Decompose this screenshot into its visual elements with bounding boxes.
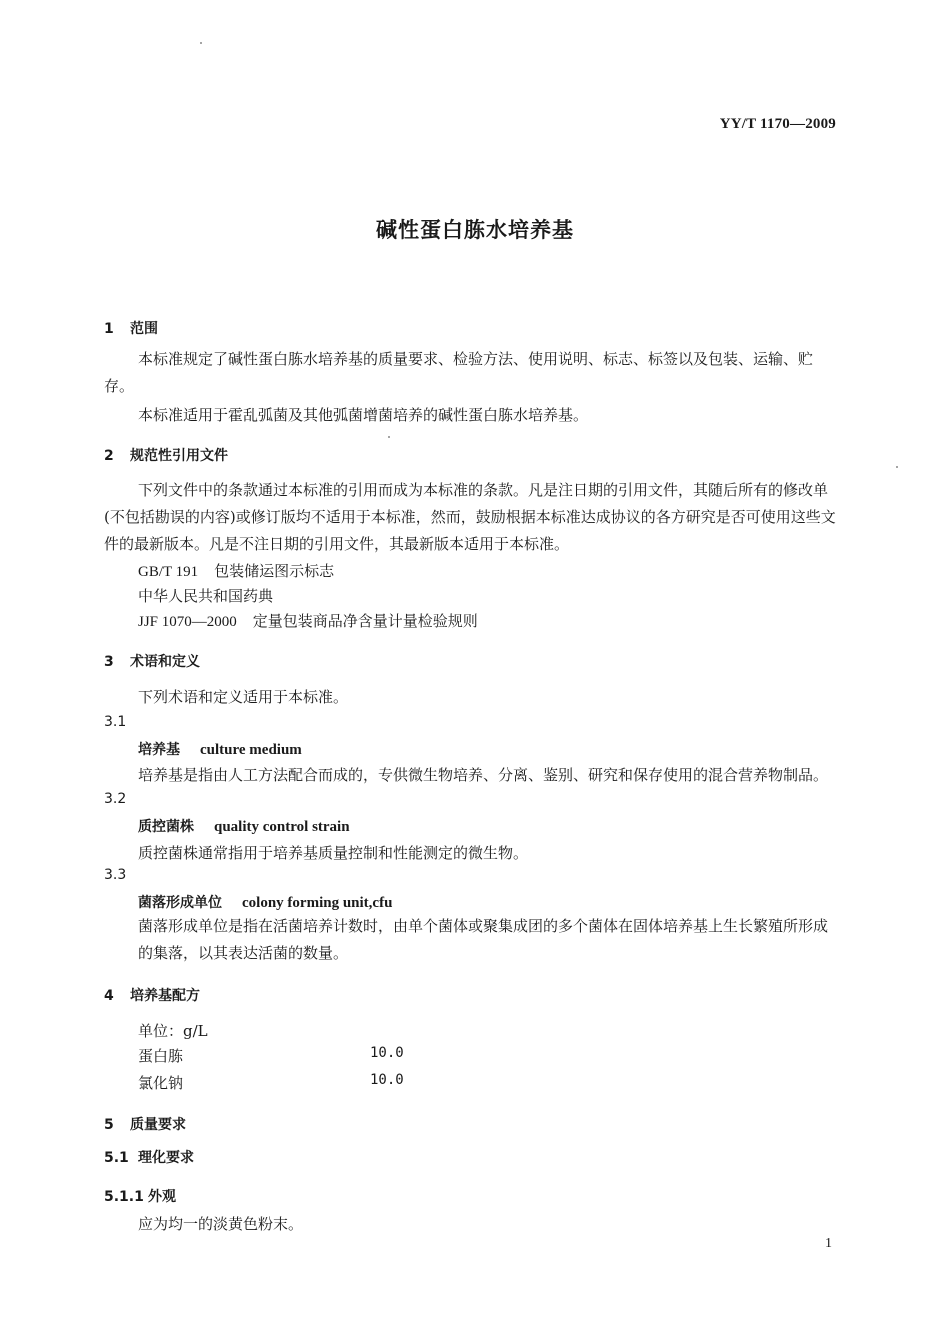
reference-item xyxy=(138,585,273,606)
formula-row xyxy=(138,1045,438,1066)
section-title: 外观 xyxy=(148,1189,176,1205)
reference-name: 定量包装商品净含量计量检验规则 xyxy=(252,612,478,630)
section-title: 理化要求 xyxy=(138,1150,194,1166)
term-chinese: 菌落形成单位 xyxy=(138,895,222,911)
standard-number: YY/T 1170—2009 xyxy=(719,116,836,132)
term-english: quality control strain xyxy=(214,819,350,835)
term-english: colony forming unit,cfu xyxy=(242,895,393,911)
section-number: 5.1 xyxy=(104,1150,129,1166)
term-heading xyxy=(138,816,350,836)
term-chinese: 培养基 xyxy=(138,742,180,758)
section-number: 2 xyxy=(104,448,114,464)
term-number: 3.1 xyxy=(104,714,127,730)
scan-speck xyxy=(896,466,898,468)
section-number: 1 xyxy=(104,321,114,337)
section-2-heading xyxy=(104,445,228,465)
section-2-paragraph-1: 下列文件中的条款通过本标准的引用而成为本标准的条款。凡是注日期的引用文件，其随后所有的修改单(不包括勘误的内容)或修订版均不适用于本标准，然而，鼓励根据本标准达成协议的各方研究是否可使用这些文件的最新版本。凡是不注日期的引用文件，其最新版本适用于本标准。 xyxy=(104,481,836,553)
section-5-heading xyxy=(104,1114,186,1134)
term-heading xyxy=(138,739,302,759)
section-title: 质量要求 xyxy=(130,1117,186,1133)
term-definition: 培养基是指由人工方法配合而成的，专供微生物培养、分离、鉴别、研究和保存使用的混合营养物制品。 xyxy=(138,766,829,784)
reference-item xyxy=(138,560,334,581)
section-number: 4 xyxy=(104,988,114,1004)
section-3-intro: 下列术语和定义适用于本标准。 xyxy=(138,688,349,706)
term-definition: 菌落形成单位是指在活菌培养计数时，由单个菌体或聚集成团的多个菌体在固体培养基上生长繁殖所形成的集落，以其表达活菌的数量。 xyxy=(138,917,829,962)
term-heading xyxy=(138,892,392,912)
section-title: 术语和定义 xyxy=(130,654,200,670)
ingredient-name: 蛋白胨 xyxy=(138,1047,184,1065)
reference-name: 中华人民共和国药典 xyxy=(138,587,274,605)
term-chinese: 质控菌株 xyxy=(138,819,194,835)
section-3-heading xyxy=(104,651,200,671)
scan-speck xyxy=(200,42,202,44)
appearance-requirement: 应为均一的淡黄色粉末。 xyxy=(138,1215,304,1233)
document-title: 碱性蛋白胨水培养基 xyxy=(376,218,574,242)
section-1-paragraph-1: 本标准规定了碱性蛋白胨水培养基的质量要求、检验方法、使用说明、标志、标签以及包装、运输、贮存。 xyxy=(104,350,814,395)
reference-code: GB/T 191 xyxy=(138,564,199,580)
section-number: 3 xyxy=(104,654,114,670)
page-number: 1 xyxy=(825,1236,832,1251)
term-english: culture medium xyxy=(200,742,302,758)
reference-name: 包装储运图示标志 xyxy=(214,562,335,580)
section-1-heading xyxy=(104,318,158,338)
section-title: 规范性引用文件 xyxy=(130,448,228,464)
term-number: 3.2 xyxy=(104,791,127,807)
reference-code: JJF 1070—2000 xyxy=(138,614,237,630)
term-definition: 质控菌株通常指用于培养基质量控制和性能测定的微生物。 xyxy=(138,844,529,862)
formula-unit: 单位：g/L xyxy=(138,1022,208,1040)
ingredient-name: 氯化钠 xyxy=(138,1074,184,1092)
reference-item xyxy=(138,610,478,631)
ingredient-amount: 10.0 xyxy=(370,1045,404,1061)
section-4-heading xyxy=(104,985,200,1005)
section-5-1-heading xyxy=(104,1147,194,1167)
section-title: 培养基配方 xyxy=(130,988,200,1004)
section-number: 5.1.1 xyxy=(104,1189,144,1205)
section-5-1-1-heading xyxy=(104,1186,176,1206)
scan-speck xyxy=(388,436,390,438)
section-number: 5 xyxy=(104,1117,114,1133)
formula-row xyxy=(138,1072,438,1093)
section-title: 范围 xyxy=(130,321,158,337)
section-1-paragraph-2: 本标准适用于霍乱弧菌及其他弧菌增菌培养的碱性蛋白胨水培养基。 xyxy=(138,406,589,424)
ingredient-amount: 10.0 xyxy=(370,1072,404,1088)
term-number: 3.3 xyxy=(104,867,127,883)
